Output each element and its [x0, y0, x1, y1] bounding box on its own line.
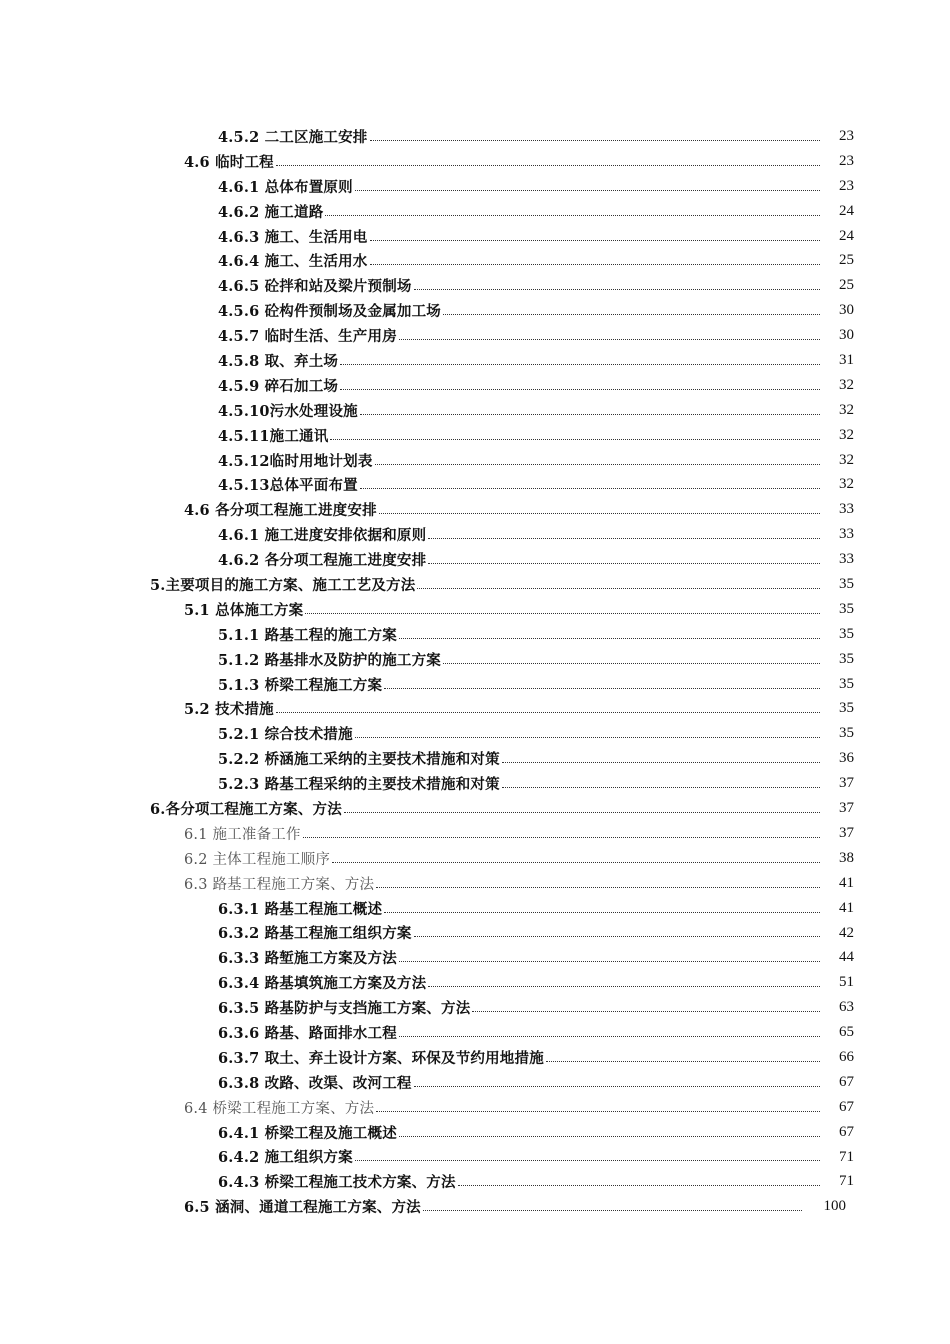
toc-entry[interactable]	[0, 597, 950, 622]
toc-entry[interactable]	[0, 1120, 950, 1145]
toc-entry-title: 6.4.1 桥梁工程及施工概述	[218, 1124, 397, 1142]
toc-entry-title: 4.6.4 施工、生活用水	[218, 253, 368, 271]
toc-entry[interactable]	[0, 472, 950, 497]
toc-page-number: 24	[839, 227, 854, 244]
dot-leader	[399, 339, 820, 340]
toc-page-number: 33	[839, 501, 854, 518]
toc-page-number: 31	[839, 352, 854, 369]
toc-page-number: 67	[839, 1098, 854, 1115]
dot-leader	[384, 688, 820, 689]
toc-entry-title: 6.4 桥梁工程施工方案、方法	[184, 1100, 375, 1117]
dot-leader	[399, 1036, 820, 1037]
dot-leader	[355, 737, 820, 738]
toc-entry-line	[218, 472, 822, 497]
toc-entry-line	[218, 124, 822, 149]
toc-entry[interactable]	[0, 423, 950, 448]
dot-leader	[305, 613, 820, 614]
toc-entry[interactable]	[0, 298, 950, 323]
toc-entry-title: 4.5.2 二工区施工安排	[218, 128, 368, 146]
toc-entry-title: 5.1.2 路基排水及防护的施工方案	[218, 651, 442, 669]
toc-page-number: 35	[839, 625, 854, 642]
toc-entry[interactable]	[0, 373, 950, 398]
toc-page-number: 67	[839, 1123, 854, 1140]
toc-page-number: 35	[839, 725, 854, 742]
toc-entry-line	[184, 497, 822, 522]
toc-entry-title: 4.6.3 施工、生活用电	[218, 228, 368, 246]
toc-entry[interactable]	[0, 846, 950, 871]
toc-entry-line	[218, 1120, 822, 1145]
toc-entry-title: 4.6.1 总体布置原则	[218, 178, 353, 196]
toc-entry-line	[150, 572, 822, 597]
toc-page-number: 42	[839, 924, 854, 941]
toc-entry[interactable]	[0, 622, 950, 647]
toc-entry[interactable]	[0, 149, 950, 174]
dot-leader	[360, 414, 820, 415]
toc-page-number: 25	[839, 252, 854, 269]
toc-entry-title: 5.2.1 综合技术措施	[218, 726, 353, 744]
toc-entry[interactable]	[0, 572, 950, 597]
toc-page-number: 37	[839, 824, 854, 841]
toc-entry-title: 6.4.3 桥梁工程施工技术方案、方法	[218, 1174, 456, 1192]
toc-entry-title: 4.5.11施工通讯	[218, 427, 329, 445]
toc-entry-title: 6.4.2 施工组织方案	[218, 1149, 353, 1167]
toc-entry-title: 6.3.4 路基填筑施工方案及方法	[218, 975, 427, 993]
toc-page-number: 67	[839, 1073, 854, 1090]
toc-page-number: 51	[839, 974, 854, 991]
toc-entry-line	[218, 1145, 822, 1170]
dot-leader	[502, 787, 820, 788]
dot-leader	[370, 240, 820, 241]
toc-entry-title: 6.3.5 路基防护与支挡施工方案、方法	[218, 1000, 471, 1018]
toc-entry-title: 4.5.8 取、弃土场	[218, 352, 339, 370]
toc-entry[interactable]	[0, 1095, 950, 1120]
dot-leader	[502, 762, 820, 763]
toc-entry-line	[184, 597, 822, 622]
toc-entry[interactable]	[0, 896, 950, 921]
dot-leader	[414, 1086, 820, 1087]
toc-entry-line	[218, 746, 822, 771]
dot-leader	[340, 389, 820, 390]
toc-page-number: 41	[839, 874, 854, 891]
toc-entry[interactable]	[0, 348, 950, 373]
toc-entry[interactable]	[0, 1070, 950, 1095]
toc-entry-title: 5.1.1 路基工程的施工方案	[218, 626, 397, 644]
toc-page-number: 37	[839, 775, 854, 792]
toc-entry-title: 6.3.3 路堑施工方案及方法	[218, 950, 397, 968]
toc-entry-title: 6.3.2 路基工程施工组织方案	[218, 925, 412, 943]
toc-entry[interactable]	[0, 448, 950, 473]
toc-page-number: 35	[839, 650, 854, 667]
toc-entry-line	[218, 174, 822, 199]
toc-entry-title: 6.2 主体工程施工顺序	[184, 851, 331, 868]
toc-page-number: 30	[839, 327, 854, 344]
toc-entry-line	[218, 672, 822, 697]
dot-leader	[330, 439, 820, 440]
toc-page-number: 36	[839, 750, 854, 767]
toc-entry-title: 4.6.1 施工进度安排依据和原则	[218, 527, 427, 545]
dot-leader	[428, 563, 820, 564]
toc-entry-title: 6.3.6 路基、路面排水工程	[218, 1025, 397, 1042]
dot-leader	[546, 1061, 820, 1062]
toc-page-number: 71	[839, 1148, 854, 1165]
toc-page-number: 32	[839, 451, 854, 468]
toc-entry-title: 4.5.6 砼构件预制场及金属加工场	[218, 303, 442, 321]
dot-leader	[414, 936, 820, 937]
toc-entry-title: 6.5 涵洞、通道工程施工方案、方法	[184, 1199, 421, 1217]
toc-entry[interactable]	[0, 497, 950, 522]
toc-entry-title: 6.3.8 改路、改渠、改河工程	[218, 1074, 412, 1092]
toc-entry-title: 5.2 技术措施	[184, 701, 274, 719]
toc-entry-line	[218, 373, 822, 398]
dot-leader	[443, 663, 820, 664]
dot-leader	[417, 588, 820, 589]
toc-page-number: 38	[839, 849, 854, 866]
dot-leader	[344, 812, 820, 813]
toc-entry-line	[218, 348, 822, 373]
dot-leader	[376, 887, 820, 888]
toc-entry[interactable]	[0, 696, 950, 721]
toc-entry[interactable]	[0, 746, 950, 771]
toc-entry-title: 4.5.13总体平面布置	[218, 477, 358, 495]
dot-leader	[303, 837, 820, 838]
toc-entry-line	[218, 970, 822, 995]
toc-entry-line	[218, 896, 822, 921]
toc-page-number: 35	[839, 600, 854, 617]
toc-entry[interactable]	[0, 323, 950, 348]
toc-page-number: 71	[839, 1173, 854, 1190]
toc-entry-title: 5.主要项目的施工方案、施工工艺及方法	[150, 576, 416, 594]
toc-entry[interactable]	[0, 945, 950, 970]
toc-page-number: 35	[839, 700, 854, 717]
toc-page-number: 23	[839, 152, 854, 169]
toc-entry[interactable]	[0, 796, 950, 821]
table-of-contents	[0, 124, 950, 1219]
toc-entry-title: 4.6.5 砼拌和站及梁片预制场	[218, 278, 412, 296]
toc-entry-title: 4.6.2 各分项工程施工进度安排	[218, 552, 427, 570]
toc-entry-line	[218, 1169, 822, 1194]
toc-entry[interactable]	[0, 672, 950, 697]
toc-entry-title: 6.3.1 路基工程施工概述	[218, 900, 383, 918]
toc-entry-line	[218, 273, 822, 298]
dot-leader	[360, 488, 820, 489]
toc-entry-line	[218, 423, 822, 448]
toc-page-number: 33	[839, 526, 854, 543]
dot-leader	[428, 986, 820, 987]
toc-entry-line	[184, 696, 822, 721]
toc-page-number: 32	[839, 426, 854, 443]
toc-entry[interactable]	[0, 1194, 950, 1219]
toc-entry-line	[218, 298, 822, 323]
toc-page-number: 33	[839, 551, 854, 568]
dot-leader	[340, 364, 820, 365]
toc-entry-line	[218, 721, 822, 746]
toc-entry[interactable]	[0, 1145, 950, 1170]
dot-leader	[370, 264, 820, 265]
toc-entry[interactable]	[0, 224, 950, 249]
toc-entry-title: 4.6 各分项工程施工进度安排	[184, 502, 377, 520]
toc-page-number: 32	[839, 376, 854, 393]
toc-entry[interactable]	[0, 174, 950, 199]
toc-entry-line	[218, 622, 822, 647]
toc-entry-line	[184, 821, 822, 846]
dot-leader	[423, 1210, 802, 1211]
toc-entry-line	[218, 398, 822, 423]
toc-entry-title: 5.2.2 桥涵施工采纳的主要技术措施和对策	[218, 751, 500, 769]
toc-entry-title: 6.3 路基工程施工方案、方法	[184, 876, 375, 893]
toc-entry[interactable]	[0, 771, 950, 796]
dot-leader	[399, 961, 820, 962]
toc-entry[interactable]	[0, 921, 950, 946]
toc-entry[interactable]	[0, 995, 950, 1020]
toc-entry[interactable]	[0, 199, 950, 224]
toc-entry-line	[184, 149, 822, 174]
toc-page-number: 30	[839, 302, 854, 319]
toc-page-number: 41	[839, 899, 854, 916]
dot-leader	[414, 289, 820, 290]
toc-entry[interactable]	[0, 871, 950, 896]
dot-leader	[379, 513, 820, 514]
toc-entry-line	[184, 1194, 804, 1219]
toc-entry-line	[218, 647, 822, 672]
toc-page-number: 35	[839, 576, 854, 593]
dot-leader	[355, 190, 820, 191]
toc-entry-title: 6.各分项工程施工方案、方法	[150, 800, 342, 818]
dot-leader	[276, 165, 820, 166]
dot-leader	[443, 314, 820, 315]
toc-entry-title: 6.3.7 取土、弃土设计方案、环保及节约用地措施	[218, 1049, 544, 1067]
toc-page-number: 66	[839, 1048, 854, 1065]
toc-entry[interactable]	[0, 647, 950, 672]
toc-entry-line	[184, 871, 822, 896]
toc-entry-title: 6.1 施工准备工作	[184, 826, 301, 843]
toc-entry-title: 5.1 总体施工方案	[184, 601, 304, 619]
dot-leader	[332, 862, 820, 863]
toc-entry[interactable]	[0, 721, 950, 746]
toc-entry-line	[218, 995, 822, 1020]
toc-entry-line	[184, 1095, 822, 1120]
toc-entry[interactable]	[0, 248, 950, 273]
dot-leader	[458, 1185, 820, 1186]
toc-page-number: 100	[823, 1198, 846, 1215]
toc-page-number: 24	[839, 202, 854, 219]
dot-leader	[376, 1111, 820, 1112]
toc-entry-title: 5.1.3 桥梁工程施工方案	[218, 676, 383, 694]
toc-page-number: 23	[839, 177, 854, 194]
toc-entry-line	[218, 248, 822, 273]
dot-leader	[384, 912, 820, 913]
dot-leader	[399, 638, 820, 639]
toc-entry[interactable]	[0, 522, 950, 547]
toc-entry-title: 4.5.12临时用地计划表	[218, 452, 373, 470]
toc-entry-line	[218, 323, 822, 348]
toc-entry-line	[218, 199, 822, 224]
toc-entry[interactable]	[0, 398, 950, 423]
toc-page-number: 35	[839, 675, 854, 692]
toc-entry-title: 4.5.10污水处理设施	[218, 402, 358, 420]
toc-entry-line	[184, 846, 822, 871]
toc-page-number: 23	[839, 128, 854, 144]
toc-entry-title: 4.6.2 施工道路	[218, 203, 324, 221]
toc-entry[interactable]	[0, 970, 950, 995]
toc-entry-line	[218, 921, 822, 946]
toc-entry[interactable]	[0, 547, 950, 572]
toc-page-number: 32	[839, 401, 854, 418]
dot-leader	[399, 1136, 820, 1137]
toc-entry[interactable]	[0, 273, 950, 298]
toc-entry-title: 4.5.9 碎石加工场	[218, 377, 339, 395]
dot-leader	[325, 215, 820, 216]
dot-leader	[472, 1011, 820, 1012]
toc-entry[interactable]	[0, 821, 950, 846]
dot-leader	[370, 140, 820, 141]
toc-entry-line	[218, 448, 822, 473]
dot-leader	[375, 464, 820, 465]
toc-entry-line	[218, 547, 822, 572]
toc-page-number: 25	[839, 277, 854, 294]
toc-page-number: 44	[839, 949, 854, 966]
toc-entry[interactable]	[0, 124, 950, 149]
toc-entry-line	[218, 522, 822, 547]
toc-entry-line	[218, 1070, 822, 1095]
toc-entry-line	[218, 945, 822, 970]
toc-entry-line	[218, 1020, 822, 1045]
dot-leader	[428, 538, 820, 539]
toc-page-number: 63	[839, 999, 854, 1016]
toc-page-number: 37	[839, 800, 854, 817]
toc-entry-title: 4.6 临时工程	[184, 153, 274, 171]
dot-leader	[276, 712, 820, 713]
toc-entry-line	[218, 771, 822, 796]
dot-leader	[355, 1160, 820, 1161]
toc-page-number: 32	[839, 476, 854, 493]
toc-entry-title: 5.2.3 路基工程采纳的主要技术措施和对策	[218, 776, 500, 794]
toc-entry-title: 4.5.7 临时生活、生产用房	[218, 328, 397, 346]
toc-entry-line	[150, 796, 822, 821]
toc-page-number: 65	[839, 1024, 854, 1041]
toc-entry[interactable]	[0, 1169, 950, 1194]
toc-entry[interactable]	[0, 1020, 950, 1045]
toc-entry-line	[218, 224, 822, 249]
toc-entry-line	[218, 1045, 822, 1070]
toc-entry[interactable]	[0, 1045, 950, 1070]
